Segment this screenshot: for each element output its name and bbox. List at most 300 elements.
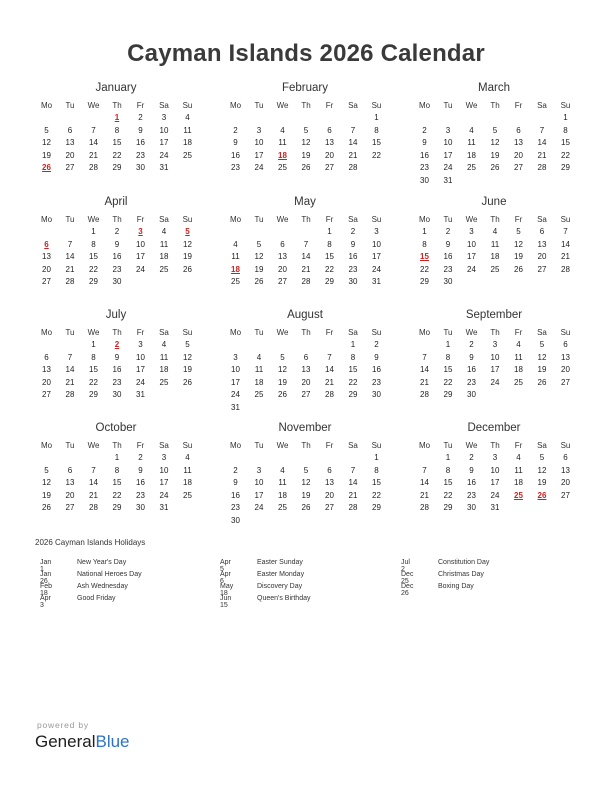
holiday-day-cell: 6 [44, 239, 49, 249]
day-cell: 22 [89, 264, 98, 274]
day-cell: 12 [490, 138, 500, 147]
day-cell: 1 [91, 227, 96, 236]
weekday-header: Tu [65, 215, 75, 224]
day-cell: 12 [301, 478, 311, 487]
day-cell: 18 [183, 478, 192, 487]
day-cell: 5 [492, 125, 498, 135]
day-cell: 23 [231, 163, 240, 172]
day-cell: 21 [325, 377, 334, 387]
month-name: August [287, 309, 323, 321]
weekday-header: Su [371, 328, 382, 337]
day-cell: 13 [325, 138, 334, 147]
day-cell: 23 [136, 490, 145, 500]
day-cell: 26 [278, 390, 287, 399]
day-cell: 7 [350, 125, 356, 135]
day-cell: 10 [490, 465, 500, 475]
day-cell: 24 [490, 377, 500, 387]
day-cell: 10 [490, 352, 500, 362]
holiday-date: Apr 3 [40, 595, 51, 609]
weekday-header: Fr [325, 328, 334, 337]
day-cell: 21 [65, 264, 75, 274]
day-cell: 18 [254, 377, 264, 387]
day-cell: 26 [254, 277, 264, 286]
day-cell: 15 [561, 138, 570, 147]
holiday-date: Apr 5 [220, 559, 231, 573]
day-cell: 22 [112, 490, 122, 500]
day-cell: 3 [256, 125, 262, 135]
day-cell: 9 [138, 125, 143, 135]
day-cell: 17 [490, 365, 500, 374]
day-cell: 28 [89, 503, 98, 512]
day-cell: 17 [467, 252, 476, 261]
day-cell: 24 [490, 490, 500, 500]
day-cell: 11 [467, 138, 476, 147]
weekday-header: Fr [325, 215, 334, 224]
day-cell: 26 [42, 503, 51, 512]
day-cell: 11 [278, 478, 287, 487]
day-cell: 10 [443, 138, 453, 147]
day-cell: 21 [89, 150, 98, 160]
holidays-title: 2026 Cayman Islands Holidays [35, 538, 146, 547]
day-cell: 18 [183, 138, 192, 147]
day-cell: 29 [112, 503, 122, 512]
holiday-day-cell: 5 [185, 227, 190, 236]
day-cell: 27 [42, 390, 51, 399]
holiday-date: Jun 15 [220, 595, 232, 609]
weekday-header: We [87, 101, 100, 110]
day-cell: 5 [303, 465, 309, 475]
holiday-name: National Heroes Day [77, 571, 142, 578]
weekday-header: Su [182, 328, 193, 337]
day-cell: 18 [278, 490, 287, 500]
day-cell: 6 [516, 125, 521, 135]
weekday-header: Th [112, 328, 122, 337]
weekday-header: Tu [443, 101, 453, 110]
day-cell: 22 [325, 264, 334, 274]
day-cell: 25 [278, 503, 287, 512]
day-cell: 25 [254, 390, 264, 399]
day-cell: 5 [185, 340, 190, 349]
day-cell: 10 [159, 125, 169, 135]
day-cell: 1 [445, 453, 451, 462]
day-cell: 15 [112, 138, 122, 147]
day-cell: 21 [89, 490, 98, 500]
day-cell: 30 [136, 503, 145, 512]
day-cell: 14 [301, 252, 311, 261]
day-cell: 12 [254, 252, 264, 261]
day-cell: 16 [231, 150, 240, 160]
day-cell: 25 [159, 377, 169, 387]
day-cell: 22 [561, 150, 570, 160]
day-cell: 24 [443, 163, 453, 172]
weekday-header: Th [490, 328, 500, 337]
day-cell: 13 [561, 352, 570, 362]
day-cell: 18 [490, 252, 500, 261]
day-cell: 28 [325, 390, 334, 399]
weekday-header: Fr [136, 215, 145, 224]
day-cell: 14 [561, 239, 570, 249]
day-cell: 19 [301, 490, 311, 500]
day-cell: 12 [301, 138, 311, 147]
day-cell: 23 [420, 163, 429, 172]
weekday-header: We [87, 215, 100, 224]
day-cell: 29 [325, 277, 334, 286]
day-cell: 15 [372, 478, 381, 487]
weekday-header: Mo [229, 101, 242, 110]
weekday-header: Sa [348, 328, 358, 337]
day-cell: 19 [301, 150, 311, 160]
day-cell: 8 [563, 125, 568, 135]
day-cell: 9 [422, 138, 427, 147]
day-cell: 27 [65, 503, 75, 512]
day-cell: 10 [231, 365, 240, 374]
day-cell: 29 [112, 163, 122, 172]
day-cell: 5 [303, 125, 309, 135]
day-cell: 3 [233, 352, 238, 362]
day-cell: 28 [420, 390, 429, 399]
weekday-header: Sa [159, 328, 169, 337]
day-cell: 13 [65, 138, 75, 147]
month-name: May [294, 196, 316, 208]
day-cell: 2 [374, 340, 379, 349]
day-cell: 7 [91, 465, 96, 475]
holiday-name: Constitution Day [438, 559, 490, 566]
day-cell: 10 [372, 239, 381, 249]
day-cell: 17 [231, 377, 240, 387]
day-cell: 4 [161, 227, 167, 236]
day-cell: 15 [325, 252, 334, 261]
day-cell: 19 [42, 150, 51, 160]
day-cell: 5 [44, 125, 49, 135]
weekday-header: Su [560, 328, 571, 337]
day-cell: 14 [65, 252, 75, 261]
weekday-header: Fr [325, 101, 334, 110]
day-cell: 9 [469, 352, 474, 362]
holiday-day-cell: 1 [114, 113, 120, 122]
day-cell: 23 [136, 150, 145, 160]
day-cell: 3 [469, 227, 474, 236]
day-cell: 23 [467, 377, 476, 387]
day-cell: 11 [514, 352, 523, 362]
day-cell: 28 [89, 163, 98, 172]
weekday-header: Th [301, 328, 311, 337]
weekday-header: We [87, 328, 100, 337]
powered-by-label: powered by [37, 720, 89, 730]
day-cell: 3 [445, 125, 451, 135]
day-cell: 12 [514, 239, 523, 249]
day-cell: 28 [301, 277, 311, 286]
day-cell: 24 [159, 490, 169, 500]
day-cell: 21 [65, 377, 75, 387]
day-cell: 17 [254, 150, 264, 160]
weekday-header: We [276, 441, 289, 450]
day-cell: 11 [159, 239, 169, 249]
day-cell: 30 [348, 277, 358, 286]
day-cell: 28 [65, 277, 75, 286]
holiday-date: Jan 1 [40, 559, 52, 573]
day-cell: 25 [490, 264, 500, 274]
day-cell: 9 [350, 239, 356, 249]
day-cell: 20 [301, 377, 311, 387]
day-cell: 3 [492, 340, 498, 349]
day-cell: 5 [539, 453, 545, 462]
day-cell: 24 [159, 150, 169, 160]
day-cell: 30 [467, 390, 476, 399]
holiday-name: New Year's Day [77, 559, 127, 566]
day-cell: 14 [89, 478, 98, 487]
day-cell: 16 [112, 252, 122, 261]
holiday-date: Apr 6 [220, 571, 231, 585]
weekday-header: Sa [537, 328, 547, 337]
month-name: April [104, 196, 128, 208]
day-cell: 19 [537, 478, 547, 487]
day-cell: 2 [138, 113, 143, 122]
day-cell: 23 [372, 377, 381, 387]
day-cell: 31 [136, 390, 145, 399]
day-cell: 4 [280, 125, 285, 135]
day-cell: 31 [159, 503, 169, 512]
day-cell: 22 [443, 490, 453, 500]
holiday-day-cell: 26 [537, 490, 547, 500]
day-cell: 20 [325, 150, 334, 160]
day-cell: 22 [89, 377, 98, 387]
day-cell: 12 [278, 365, 287, 374]
holiday-date: Dec 26 [401, 583, 414, 597]
weekday-header: Fr [514, 215, 523, 224]
day-cell: 19 [183, 252, 192, 261]
day-cell: 19 [278, 377, 287, 387]
day-cell: 22 [420, 264, 429, 274]
month-name: September [465, 309, 523, 321]
holiday-date: Jul 2 [401, 559, 410, 573]
day-cell: 5 [256, 239, 262, 249]
day-cell: 9 [114, 352, 120, 362]
day-cell: 29 [372, 503, 381, 512]
weekday-header: Fr [136, 328, 145, 337]
weekday-header: Fr [514, 441, 523, 450]
weekday-header: Fr [325, 441, 334, 450]
day-cell: 26 [183, 377, 192, 387]
weekday-header: Su [182, 441, 193, 450]
day-cell: 8 [91, 239, 96, 249]
day-cell: 24 [136, 377, 145, 387]
day-cell: 23 [112, 264, 122, 274]
day-cell: 16 [372, 365, 381, 374]
day-cell: 6 [327, 465, 332, 475]
day-cell: 15 [443, 365, 453, 374]
day-cell: 15 [372, 138, 381, 147]
day-cell: 4 [516, 453, 521, 462]
day-cell: 8 [114, 125, 120, 135]
day-cell: 16 [348, 252, 358, 261]
holiday-name: Easter Monday [257, 571, 305, 578]
day-cell: 29 [348, 390, 358, 399]
weekday-header: Tu [65, 441, 75, 450]
weekday-header: Tu [443, 215, 453, 224]
weekday-header: Th [301, 215, 311, 224]
day-cell: 3 [256, 465, 262, 475]
day-cell: 23 [112, 377, 122, 387]
weekday-header: Th [112, 215, 122, 224]
weekday-header: Mo [40, 441, 53, 450]
month-name: October [95, 422, 137, 434]
day-cell: 10 [159, 465, 169, 475]
day-cell: 12 [183, 352, 192, 362]
day-cell: 7 [327, 352, 332, 362]
day-cell: 11 [183, 465, 192, 475]
day-cell: 25 [514, 377, 523, 387]
weekday-header: Sa [537, 101, 547, 110]
day-cell: 31 [443, 175, 453, 185]
day-cell: 12 [42, 138, 51, 147]
weekday-header: Tu [254, 328, 264, 337]
day-cell: 20 [561, 478, 570, 487]
day-cell: 30 [112, 277, 122, 286]
day-cell: 20 [561, 365, 570, 374]
day-cell: 13 [301, 365, 311, 374]
day-cell: 20 [325, 490, 334, 500]
day-cell: 9 [138, 465, 143, 475]
day-cell: 10 [136, 352, 145, 362]
day-cell: 2 [469, 340, 474, 349]
day-cell: 17 [159, 138, 169, 147]
month-name: February [281, 82, 329, 94]
day-cell: 10 [136, 239, 145, 249]
day-cell: 20 [65, 150, 75, 160]
weekday-header: Fr [514, 328, 523, 337]
weekday-header: Sa [159, 215, 169, 224]
day-cell: 22 [372, 150, 381, 160]
day-cell: 25 [278, 163, 287, 172]
day-cell: 15 [89, 252, 98, 261]
holiday-day-cell: 2 [114, 340, 120, 349]
day-cell: 4 [256, 352, 262, 362]
day-cell: 7 [539, 125, 545, 135]
day-cell: 29 [89, 390, 98, 399]
day-cell: 14 [348, 478, 358, 487]
day-cell: 11 [254, 365, 264, 374]
day-cell: 24 [254, 503, 264, 512]
day-cell: 19 [183, 365, 192, 374]
weekday-header: Tu [65, 101, 75, 110]
day-cell: 16 [136, 478, 145, 487]
day-cell: 4 [516, 340, 521, 349]
day-cell: 21 [561, 252, 570, 261]
day-cell: 8 [422, 239, 427, 249]
day-cell: 11 [490, 239, 500, 249]
weekday-header: Mo [418, 328, 431, 337]
holiday-name: Ash Wednesday [77, 583, 128, 590]
weekday-header: Sa [159, 441, 169, 450]
day-cell: 5 [280, 352, 285, 362]
day-cell: 7 [563, 227, 568, 236]
day-cell: 26 [490, 163, 500, 172]
day-cell: 26 [301, 503, 311, 512]
day-cell: 20 [514, 150, 523, 160]
month-name: November [278, 422, 332, 434]
day-cell: 19 [254, 264, 264, 274]
day-cell: 1 [374, 453, 379, 462]
day-cell: 6 [327, 125, 332, 135]
day-cell: 23 [467, 490, 476, 500]
day-cell: 2 [138, 453, 143, 462]
day-cell: 21 [537, 150, 547, 160]
day-cell: 14 [65, 365, 75, 374]
day-cell: 27 [537, 264, 547, 274]
day-cell: 13 [561, 465, 570, 475]
day-cell: 4 [492, 227, 498, 236]
weekday-header: Th [112, 101, 122, 110]
day-cell: 28 [348, 163, 358, 172]
day-cell: 3 [138, 340, 143, 349]
day-cell: 25 [467, 163, 476, 172]
day-cell: 19 [490, 150, 500, 160]
day-cell: 7 [350, 465, 356, 475]
day-cell: 26 [301, 163, 311, 172]
weekday-header: Mo [418, 215, 431, 224]
day-cell: 11 [231, 252, 240, 261]
day-cell: 13 [325, 478, 334, 487]
weekday-header: Su [560, 101, 571, 110]
day-cell: 14 [420, 365, 429, 374]
day-cell: 1 [422, 227, 427, 236]
day-cell: 10 [254, 478, 264, 487]
day-cell: 5 [44, 465, 49, 475]
weekday-header: Mo [40, 215, 53, 224]
day-cell: 4 [185, 113, 190, 122]
day-cell: 6 [67, 465, 73, 475]
day-cell: 2 [350, 227, 356, 236]
day-cell: 27 [325, 163, 334, 172]
day-cell: 25 [231, 277, 240, 286]
weekday-header: We [465, 328, 478, 337]
day-cell: 28 [420, 503, 429, 512]
weekday-header: Th [490, 215, 500, 224]
day-cell: 29 [443, 503, 453, 512]
day-cell: 5 [539, 340, 545, 349]
day-cell: 6 [563, 340, 568, 349]
day-cell: 30 [112, 390, 122, 399]
day-cell: 13 [514, 138, 523, 147]
day-cell: 9 [374, 352, 379, 362]
day-cell: 17 [490, 478, 500, 487]
weekday-header: Mo [40, 101, 53, 110]
weekday-header: Tu [443, 328, 453, 337]
logo-word-blue: Blue [95, 732, 130, 751]
day-cell: 16 [420, 150, 429, 160]
day-cell: 4 [280, 465, 285, 475]
day-cell: 3 [161, 453, 167, 462]
day-cell: 20 [278, 264, 287, 274]
day-cell: 9 [469, 465, 474, 475]
day-cell: 3 [492, 453, 498, 462]
month-name: January [95, 82, 137, 94]
weekday-header: We [276, 328, 289, 337]
day-cell: 30 [443, 277, 453, 286]
day-cell: 30 [420, 175, 429, 185]
day-cell: 2 [422, 125, 427, 135]
weekday-header: Mo [229, 215, 242, 224]
day-cell: 19 [42, 490, 51, 500]
weekday-header: Tu [443, 441, 453, 450]
day-cell: 20 [42, 264, 51, 274]
day-cell: 12 [537, 465, 547, 475]
day-cell: 24 [467, 264, 476, 274]
holiday-date: Dec 25 [401, 571, 414, 585]
generalblue-logo[interactable] [35, 732, 130, 752]
weekday-header: Su [560, 441, 571, 450]
day-cell: 18 [159, 252, 169, 261]
